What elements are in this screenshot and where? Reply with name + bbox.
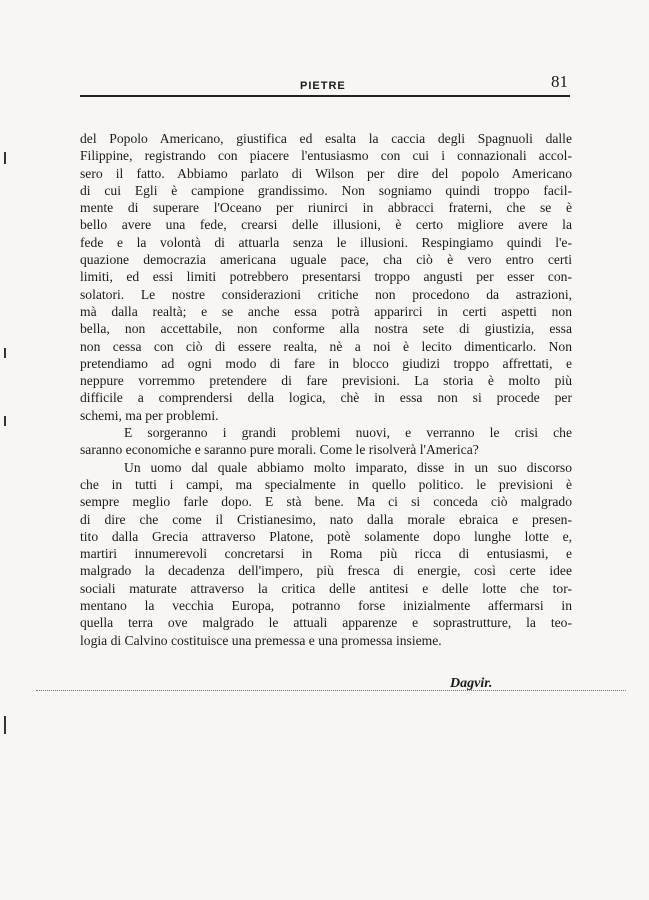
text-line: martiri innumerevoli concretarsi in Roma più ricca di entusiasmi, e bbox=[80, 546, 572, 562]
header-rule bbox=[80, 95, 570, 97]
text-line: fede e la volontà di attuarla senza le illusioni. Respingiamo quindi l'e- bbox=[80, 234, 572, 250]
text-line: bello avere una fede, crearsi delle illusioni, è certo migliore avere la bbox=[80, 217, 572, 233]
text-line: sempre meglio farle dopo. E stà bene. Ma ci si conceda ciò malgrado bbox=[80, 494, 572, 510]
text-line: malgrado la decadenza dell'impero, più fresca di energie, così certe idee bbox=[80, 563, 572, 579]
text-line: quella terra ove malgrado le attuali apparenze e soprastrutture, la teo- bbox=[80, 615, 572, 631]
text-line: pretendiamo ad ogni modo di fare in blocco giudizi troppo affrettati, e bbox=[80, 355, 572, 371]
paragraph bbox=[80, 424, 572, 459]
text-line: saranno economiche e saranno pure morali. Come le risolverà l'America? bbox=[80, 442, 479, 458]
text-line: Un uomo dal quale abbiamo molto imparato, disse in un suo discorso bbox=[124, 459, 572, 475]
text-line: bella, non accettabile, non conforme alla nostra sete di giustizia, essa bbox=[80, 321, 572, 337]
page-number: 81 bbox=[551, 72, 568, 91]
text-line: mentano la vecchia Europa, potranno forse inizialmente affermarsi in bbox=[80, 598, 572, 614]
text-line: tito dalla Grecia attraverso Platone, potè solamente dopo lunghe lotte e, bbox=[80, 528, 572, 544]
text-line: limiti, ed essi limiti potrebbero presentarsi troppo angusti per esser con- bbox=[80, 269, 572, 285]
margin-mark bbox=[4, 716, 6, 734]
running-title: PIETRE bbox=[300, 80, 346, 92]
running-head bbox=[80, 74, 570, 94]
text-line: E sorgeranno i grandi problemi nuovi, e verranno le crisi che bbox=[124, 425, 572, 441]
text-line: non cessa con ciò di essere realta, nè a noi è lecito dimenticarlo. Non bbox=[80, 338, 572, 354]
text-line: quazione democrazia americana uguale pace, cha ciò è vero entro certi bbox=[80, 252, 572, 268]
text-line: sero il fatto. Abbiamo parlato di Wilson per dire del popolo Americano bbox=[80, 165, 572, 181]
margin-mark bbox=[4, 152, 6, 164]
text-line: sociali maturate attraverso la critica delle antitesi e delle lotte che tor- bbox=[80, 580, 572, 596]
margin-mark bbox=[4, 348, 6, 358]
text-line: di dire che come il Cristianesimo, nato dalla morale ebraica e presen- bbox=[80, 511, 572, 527]
text-line: logia di Calvino costituisce una premessa e una promessa insieme. bbox=[80, 632, 442, 648]
text-line: del Popolo Americano, giustifica ed esalta la caccia degli Spagnuoli dalle bbox=[80, 131, 572, 146]
paragraph bbox=[80, 130, 572, 424]
text-line: neppure vorremmo pretendere di fare previsioni. La storia è molto più bbox=[80, 373, 572, 389]
signature: Dagvir. bbox=[450, 676, 493, 691]
margin-mark bbox=[4, 416, 6, 426]
body-text bbox=[80, 130, 572, 649]
text-line: mà dalla realtà; e se anche essa potrà apparirci in certi aspetti non bbox=[80, 303, 572, 319]
text-line: Filippine, registrando con piacere l'entusiasmo con cui i connazionali accol- bbox=[80, 148, 572, 164]
text-line: mente di superare l'Oceano per riunirci in abbracci fraterni, che se è bbox=[80, 200, 572, 216]
text-line: schemi, ma per problemi. bbox=[80, 407, 219, 423]
paragraph bbox=[80, 459, 572, 649]
text-line: difficile a comprendersi della logica, chè in essa non si procede per bbox=[80, 390, 572, 406]
text-line: di cui Egli è campione grandissimo. Non sogniamo quindi troppo facil- bbox=[80, 182, 572, 198]
text-line: solatori. Le nostre considerazioni critiche non procedono da astrazioni, bbox=[80, 286, 572, 302]
text-line: che in tutti i campi, ma specialmente in quello politico. le previsioni è bbox=[80, 476, 572, 492]
dotted-rule bbox=[36, 690, 626, 691]
